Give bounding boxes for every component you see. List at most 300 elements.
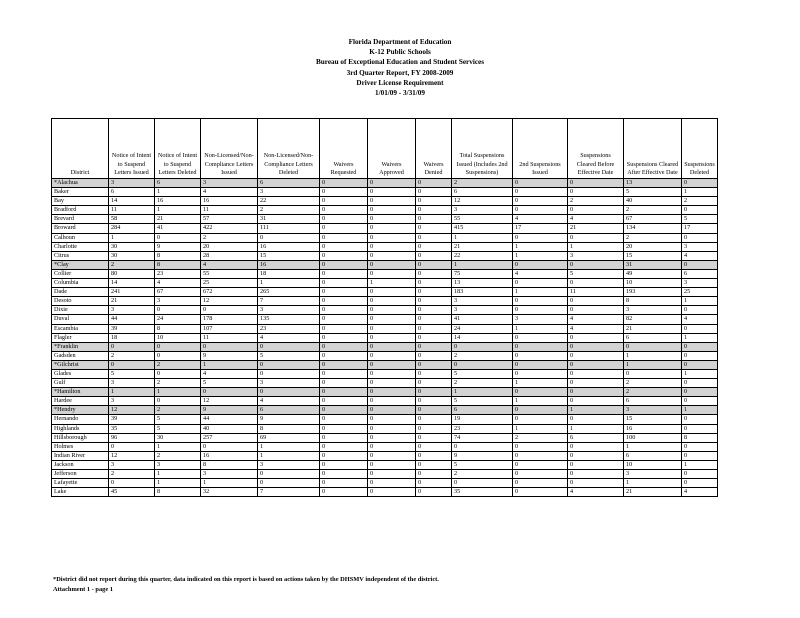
value-cell: 0: [320, 424, 368, 433]
value-cell: 0: [320, 197, 368, 206]
value-cell: 8: [155, 324, 201, 333]
value-cell: 8: [201, 460, 258, 469]
value-cell: 44: [109, 315, 155, 324]
value-cell: 0: [109, 442, 155, 451]
value-cell: 6: [258, 406, 320, 415]
value-cell: 0: [258, 369, 320, 378]
value-cell: 4: [568, 324, 624, 333]
value-cell: 0: [368, 324, 416, 333]
value-cell: 0: [320, 324, 368, 333]
value-cell: 2: [624, 388, 682, 397]
value-cell: 4: [568, 215, 624, 224]
value-cell: 2: [109, 260, 155, 269]
district-cell: Escambia: [52, 324, 109, 333]
value-cell: 0: [320, 288, 368, 297]
value-cell: 6: [682, 269, 718, 278]
value-cell: 0: [320, 233, 368, 242]
value-cell: 41: [155, 224, 201, 233]
value-cell: 0: [568, 179, 624, 188]
value-cell: 0: [682, 351, 718, 360]
value-cell: 0: [368, 251, 416, 260]
value-cell: 9: [258, 415, 320, 424]
value-cell: 0: [568, 397, 624, 406]
value-cell: 0: [568, 442, 624, 451]
value-cell: 0: [368, 260, 416, 269]
value-cell: 0: [109, 342, 155, 351]
value-cell: 4: [201, 188, 258, 197]
value-cell: 22: [452, 251, 513, 260]
value-cell: 0: [416, 388, 452, 397]
value-cell: 0: [368, 433, 416, 442]
value-cell: 11: [109, 206, 155, 215]
value-cell: 12: [109, 451, 155, 460]
value-cell: 6: [624, 397, 682, 406]
value-cell: 0: [368, 442, 416, 451]
value-cell: 5: [624, 188, 682, 197]
value-cell: 1: [682, 297, 718, 306]
value-cell: 2: [109, 351, 155, 360]
value-cell: 0: [368, 397, 416, 406]
value-cell: 0: [368, 224, 416, 233]
value-cell: 0: [368, 470, 416, 479]
value-cell: 39: [109, 415, 155, 424]
table-row: [52, 460, 718, 469]
value-cell: 0: [320, 388, 368, 397]
value-cell: 32: [201, 488, 258, 497]
value-cell: 2: [452, 379, 513, 388]
value-cell: 3: [258, 460, 320, 469]
value-cell: 1: [452, 388, 513, 397]
table-header-row: [52, 119, 718, 179]
value-cell: 1: [109, 388, 155, 397]
value-cell: 0: [416, 279, 452, 288]
value-cell: 7: [258, 297, 320, 306]
value-cell: 2: [155, 360, 201, 369]
column-header: District: [52, 119, 109, 179]
value-cell: 0: [513, 297, 568, 306]
value-cell: 75: [452, 269, 513, 278]
value-cell: 12: [109, 406, 155, 415]
value-cell: 193: [624, 288, 682, 297]
value-cell: 4: [201, 369, 258, 378]
value-cell: 0: [368, 351, 416, 360]
district-cell: Jefferson: [52, 470, 109, 479]
table-row: [52, 242, 718, 251]
value-cell: 5: [258, 351, 320, 360]
value-cell: 3: [682, 242, 718, 251]
table-row: [52, 424, 718, 433]
value-cell: 0: [416, 451, 452, 460]
value-cell: 21: [155, 215, 201, 224]
value-cell: 0: [416, 306, 452, 315]
value-cell: 35: [452, 488, 513, 497]
value-cell: 0: [155, 369, 201, 378]
value-cell: 0: [568, 388, 624, 397]
district-cell: Bay: [52, 197, 109, 206]
value-cell: 0: [513, 333, 568, 342]
value-cell: 6: [452, 188, 513, 197]
value-cell: 0: [320, 279, 368, 288]
value-cell: 0: [368, 197, 416, 206]
value-cell: 69: [258, 433, 320, 442]
value-cell: 0: [513, 406, 568, 415]
value-cell: 0: [320, 215, 368, 224]
value-cell: 0: [682, 479, 718, 488]
value-cell: 2: [682, 197, 718, 206]
value-cell: 0: [568, 369, 624, 378]
value-cell: 11: [201, 333, 258, 342]
value-cell: 1: [568, 242, 624, 251]
value-cell: 0: [368, 215, 416, 224]
table-row: [52, 470, 718, 479]
value-cell: 3: [201, 470, 258, 479]
table-row: [52, 397, 718, 406]
value-cell: 0: [368, 315, 416, 324]
value-cell: 3: [109, 460, 155, 469]
value-cell: 0: [568, 360, 624, 369]
value-cell: 1: [201, 479, 258, 488]
value-cell: 3: [568, 251, 624, 260]
district-cell: Collier: [52, 269, 109, 278]
value-cell: 0: [320, 206, 368, 215]
value-cell: 80: [109, 269, 155, 278]
table-row: [52, 188, 718, 197]
value-cell: 1: [682, 188, 718, 197]
value-cell: 6: [452, 406, 513, 415]
value-cell: 0: [682, 342, 718, 351]
value-cell: 0: [416, 442, 452, 451]
value-cell: 0: [320, 442, 368, 451]
value-cell: 55: [452, 215, 513, 224]
value-cell: 0: [568, 260, 624, 269]
value-cell: 16: [624, 424, 682, 433]
table-row: [52, 215, 718, 224]
value-cell: 2: [109, 470, 155, 479]
value-cell: 1: [513, 424, 568, 433]
value-cell: 18: [258, 269, 320, 278]
table-body: [52, 179, 718, 497]
value-cell: 2: [155, 451, 201, 460]
district-cell: Hernando: [52, 415, 109, 424]
district-cell: Hillsborough: [52, 433, 109, 442]
value-cell: 58: [109, 215, 155, 224]
table-row: [52, 379, 718, 388]
value-cell: 0: [513, 479, 568, 488]
value-cell: 0: [513, 415, 568, 424]
value-cell: 6: [624, 451, 682, 460]
value-cell: 8: [155, 260, 201, 269]
value-cell: 1: [513, 324, 568, 333]
value-cell: 12: [201, 397, 258, 406]
value-cell: 0: [320, 470, 368, 479]
value-cell: 0: [155, 233, 201, 242]
value-cell: 1: [624, 479, 682, 488]
value-cell: 0: [416, 179, 452, 188]
value-cell: 57: [201, 215, 258, 224]
value-cell: 2: [624, 233, 682, 242]
value-cell: 0: [416, 360, 452, 369]
value-cell: 1: [513, 242, 568, 251]
value-cell: 0: [416, 224, 452, 233]
value-cell: 0: [416, 342, 452, 351]
value-cell: 0: [368, 233, 416, 242]
value-cell: 6: [109, 188, 155, 197]
value-cell: 0: [568, 333, 624, 342]
value-cell: 3: [624, 406, 682, 415]
value-cell: 0: [568, 451, 624, 460]
value-cell: 0: [201, 306, 258, 315]
value-cell: 4: [155, 279, 201, 288]
value-cell: 0: [513, 442, 568, 451]
value-cell: 24: [452, 324, 513, 333]
value-cell: 100: [624, 433, 682, 442]
value-cell: 0: [513, 279, 568, 288]
value-cell: 0: [155, 342, 201, 351]
value-cell: 0: [568, 306, 624, 315]
district-cell: Charlotte: [52, 242, 109, 251]
value-cell: 3: [452, 306, 513, 315]
header-line: 1/01/09 - 3/31/09: [375, 89, 425, 98]
value-cell: 18: [109, 333, 155, 342]
column-header: Notice of Intent to Suspend Letters Issued: [109, 119, 155, 179]
district-cell: Duval: [52, 315, 109, 324]
value-cell: 415: [452, 224, 513, 233]
value-cell: 0: [416, 260, 452, 269]
header-line: 3rd Quarter Report, FY 2008-2009: [346, 68, 454, 77]
district-cell: Broward: [52, 224, 109, 233]
value-cell: 0: [258, 388, 320, 397]
value-cell: 11: [201, 206, 258, 215]
district-cell: Desoto: [52, 297, 109, 306]
value-cell: 0: [320, 433, 368, 442]
column-header: 2nd Suspensions Issued: [513, 119, 568, 179]
value-cell: 0: [320, 242, 368, 251]
value-cell: 0: [320, 451, 368, 460]
value-cell: 12: [201, 297, 258, 306]
value-cell: 16: [201, 451, 258, 460]
table-row: [52, 206, 718, 215]
value-cell: 28: [201, 251, 258, 260]
value-cell: 41: [452, 315, 513, 324]
value-cell: 14: [109, 279, 155, 288]
value-cell: 1: [513, 379, 568, 388]
report-header: [0, 37, 800, 98]
value-cell: 0: [368, 379, 416, 388]
value-cell: 3: [258, 188, 320, 197]
value-cell: 16: [201, 197, 258, 206]
column-header: Non-Licensed/Non-Compliance Letters Issued: [201, 119, 258, 179]
value-cell: 0: [416, 479, 452, 488]
value-cell: 2: [452, 470, 513, 479]
value-cell: 2: [568, 197, 624, 206]
value-cell: 0: [682, 442, 718, 451]
value-cell: 1: [513, 251, 568, 260]
value-cell: 11: [568, 288, 624, 297]
value-cell: 3: [682, 279, 718, 288]
value-cell: 3: [258, 306, 320, 315]
value-cell: 0: [416, 297, 452, 306]
value-cell: 0: [320, 251, 368, 260]
value-cell: 0: [416, 397, 452, 406]
value-cell: 4: [201, 260, 258, 269]
value-cell: 3: [624, 306, 682, 315]
value-cell: 6: [624, 333, 682, 342]
value-cell: 0: [320, 297, 368, 306]
value-cell: 0: [513, 451, 568, 460]
district-cell: Flagler: [52, 333, 109, 342]
value-cell: 0: [682, 306, 718, 315]
value-cell: 0: [368, 460, 416, 469]
value-cell: 9: [201, 406, 258, 415]
value-cell: 21: [624, 324, 682, 333]
value-cell: 13: [624, 179, 682, 188]
value-cell: 241: [109, 288, 155, 297]
table-row: [52, 342, 718, 351]
value-cell: 3: [109, 179, 155, 188]
value-cell: 8: [624, 297, 682, 306]
value-cell: 2: [452, 351, 513, 360]
value-cell: 4: [258, 397, 320, 406]
value-cell: 0: [155, 397, 201, 406]
value-cell: 3: [624, 470, 682, 479]
column-header: Notice of Intent to Suspend Letters Deleted: [155, 119, 201, 179]
value-cell: 44: [201, 415, 258, 424]
value-cell: 23: [452, 424, 513, 433]
value-cell: 1: [513, 397, 568, 406]
value-cell: 0: [416, 233, 452, 242]
value-cell: 422: [201, 224, 258, 233]
value-cell: 0: [416, 369, 452, 378]
value-cell: 0: [452, 442, 513, 451]
value-cell: 0: [682, 451, 718, 460]
value-cell: 0: [513, 342, 568, 351]
value-cell: 0: [109, 479, 155, 488]
value-cell: 1: [155, 388, 201, 397]
value-cell: 0: [416, 206, 452, 215]
value-cell: 0: [568, 233, 624, 242]
value-cell: 0: [320, 397, 368, 406]
value-cell: 40: [201, 424, 258, 433]
value-cell: 0: [416, 242, 452, 251]
value-cell: 0: [368, 415, 416, 424]
table-row: [52, 433, 718, 442]
district-cell: Hardee: [52, 397, 109, 406]
value-cell: 0: [513, 306, 568, 315]
value-cell: 0: [320, 188, 368, 197]
report-footer: [53, 575, 439, 595]
value-cell: 4: [513, 215, 568, 224]
value-cell: 0: [513, 388, 568, 397]
district-cell: Jackson: [52, 460, 109, 469]
value-cell: 0: [416, 315, 452, 324]
value-cell: 1: [155, 188, 201, 197]
district-cell: Citrus: [52, 251, 109, 260]
value-cell: 0: [320, 351, 368, 360]
value-cell: 0: [416, 406, 452, 415]
value-cell: 0: [416, 460, 452, 469]
value-cell: 1: [155, 442, 201, 451]
value-cell: 0: [416, 197, 452, 206]
value-cell: 35: [109, 424, 155, 433]
value-cell: 2: [201, 233, 258, 242]
value-cell: 1: [155, 206, 201, 215]
value-cell: 5: [109, 369, 155, 378]
value-cell: 1: [201, 360, 258, 369]
value-cell: 2: [624, 206, 682, 215]
header-line: K-12 Public Schools: [369, 48, 431, 57]
value-cell: 30: [109, 242, 155, 251]
value-cell: 1: [258, 451, 320, 460]
value-cell: 2: [258, 206, 320, 215]
value-cell: 3: [258, 379, 320, 388]
value-cell: 672: [201, 288, 258, 297]
value-cell: 3: [452, 297, 513, 306]
column-header: Waivers Requested: [320, 119, 368, 179]
value-cell: 21: [568, 224, 624, 233]
table-row: [52, 388, 718, 397]
table-row: [52, 260, 718, 269]
value-cell: 0: [368, 488, 416, 497]
value-cell: 74: [452, 433, 513, 442]
value-cell: 0: [368, 188, 416, 197]
value-cell: 0: [320, 369, 368, 378]
value-cell: 2: [452, 179, 513, 188]
value-cell: 0: [155, 351, 201, 360]
value-cell: 20: [624, 242, 682, 251]
value-cell: 0: [368, 306, 416, 315]
value-cell: 1: [682, 460, 718, 469]
value-cell: 3: [109, 379, 155, 388]
value-cell: 3: [109, 306, 155, 315]
value-cell: 0: [320, 224, 368, 233]
value-cell: 0: [201, 342, 258, 351]
value-cell: 4: [682, 315, 718, 324]
value-cell: 0: [568, 351, 624, 360]
value-cell: 5: [155, 415, 201, 424]
value-cell: 1: [682, 333, 718, 342]
value-cell: 19: [452, 415, 513, 424]
value-cell: 5: [452, 397, 513, 406]
value-cell: 0: [368, 206, 416, 215]
value-cell: 21: [452, 242, 513, 251]
value-cell: 14: [452, 333, 513, 342]
value-cell: 5: [682, 215, 718, 224]
report-table: [51, 118, 718, 497]
district-cell: Dixie: [52, 306, 109, 315]
column-header: Waivers Approved: [368, 119, 416, 179]
value-cell: 0: [368, 479, 416, 488]
value-cell: 0: [682, 397, 718, 406]
value-cell: 0: [320, 306, 368, 315]
value-cell: 4: [682, 488, 718, 497]
value-cell: 5: [568, 269, 624, 278]
table-row: [52, 306, 718, 315]
value-cell: 0: [416, 251, 452, 260]
value-cell: 6: [155, 179, 201, 188]
value-cell: 0: [682, 424, 718, 433]
value-cell: 96: [109, 433, 155, 442]
district-cell: Calhoun: [52, 233, 109, 242]
value-cell: 39: [109, 324, 155, 333]
value-cell: 0: [568, 297, 624, 306]
value-cell: 3: [513, 315, 568, 324]
value-cell: 13: [452, 279, 513, 288]
value-cell: 1: [109, 233, 155, 242]
value-cell: 17: [682, 224, 718, 233]
district-cell: *Gilchrist: [52, 360, 109, 369]
value-cell: 21: [624, 488, 682, 497]
value-cell: 6: [258, 179, 320, 188]
